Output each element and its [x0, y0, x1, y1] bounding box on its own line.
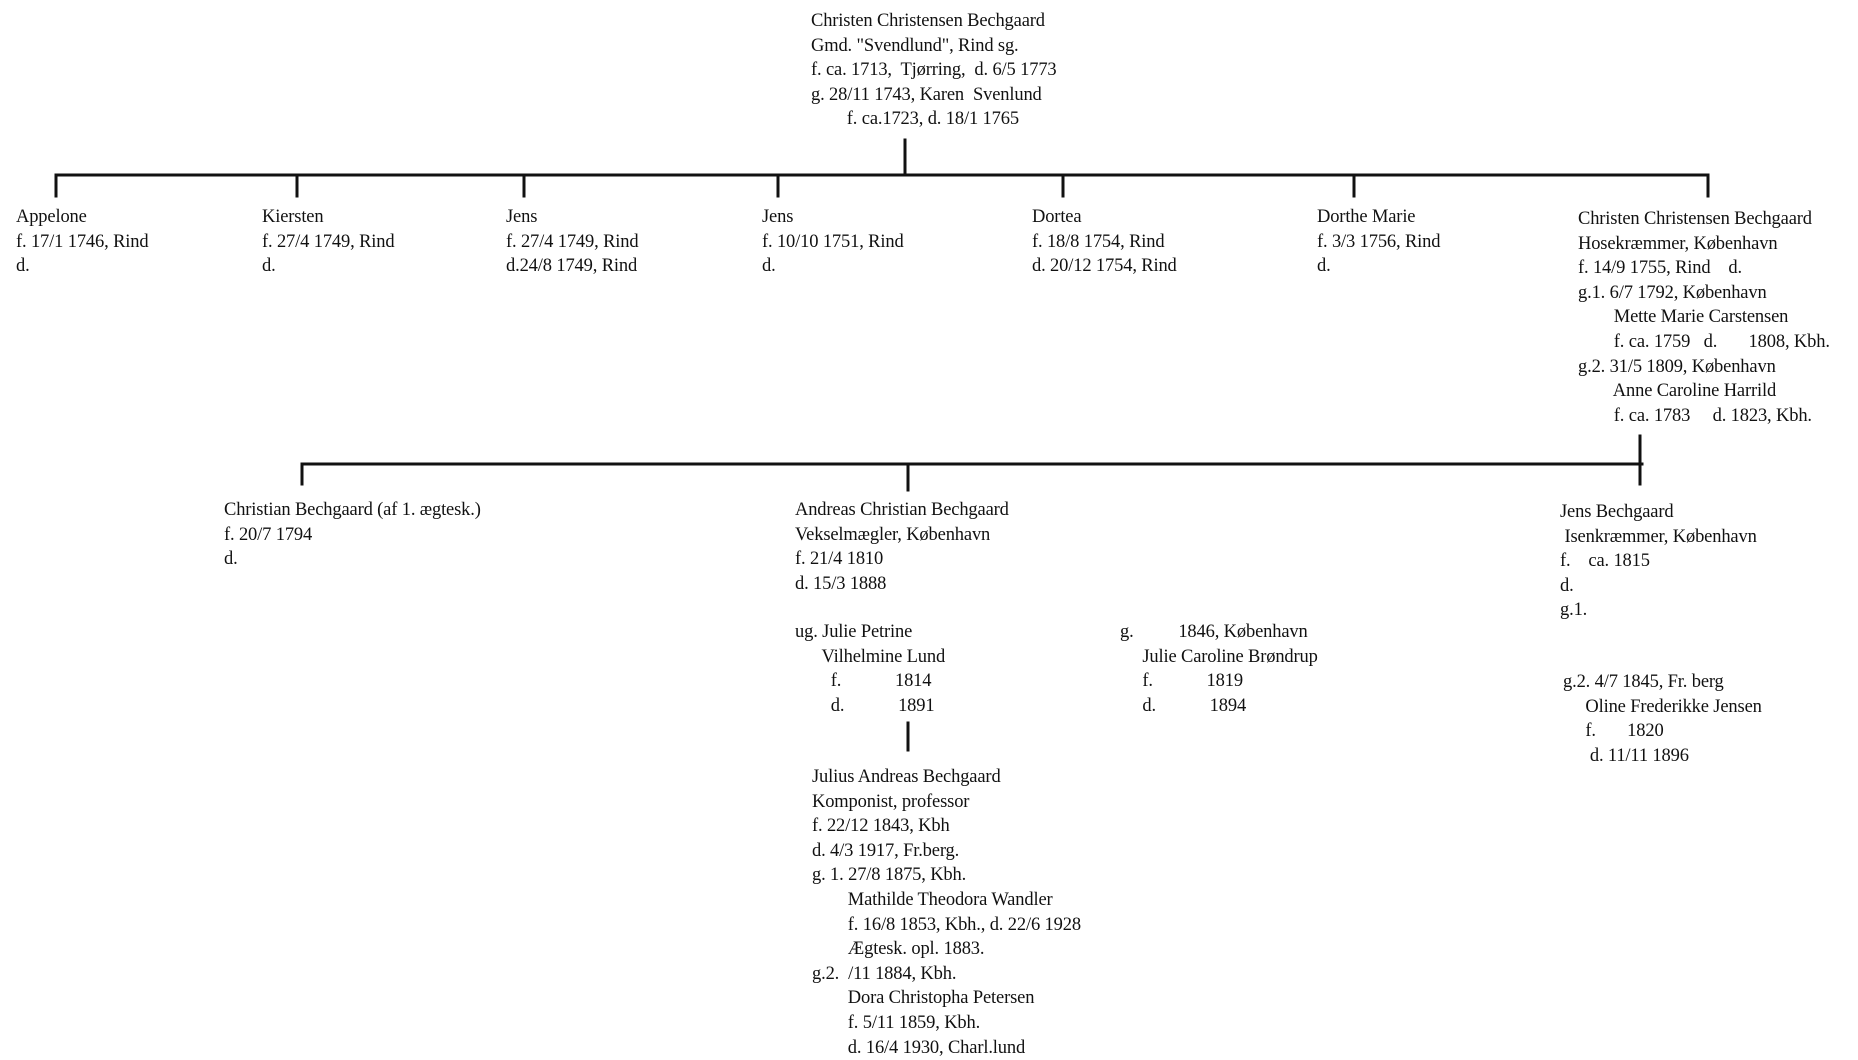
root-person-christen-1713: [811, 9, 1057, 132]
text-line: Ægtesk. opl. 1883.: [812, 939, 985, 960]
text-line: f. 1820: [1563, 721, 1664, 742]
text-line: f. 27/4 1749, Rind: [262, 231, 395, 252]
text-line: Hosekræmmer, København: [1578, 233, 1778, 254]
text-line: Gmd. "Svendlund", Rind sg.: [811, 35, 1019, 56]
text-line: Christen Christensen Bechgaard: [811, 11, 1045, 31]
text-line: g.2. 4/7 1845, Fr. berg: [1563, 672, 1724, 692]
text-line: g.2. /11 1884, Kbh.: [812, 963, 957, 984]
text-line: Jens: [506, 207, 538, 227]
text-line: g. 28/11 1743, Karen Svenlund: [811, 84, 1042, 105]
text-line: d.: [16, 256, 30, 277]
child-dorthe-marie: [1317, 205, 1440, 279]
child-appelone: [16, 205, 148, 279]
text-line: g.1. 6/7 1792, København: [1578, 282, 1767, 303]
text-line: f. 20/7 1794: [224, 524, 313, 545]
text-line: Oline Frederikke Jensen: [1563, 696, 1762, 717]
text-line: f. ca. 1783 d. 1823, Kbh.: [1578, 405, 1812, 426]
andreas-partner-julie-caroline: [1120, 620, 1318, 718]
text-line: Mette Marie Carstensen: [1578, 307, 1789, 328]
text-line: g. 1846, København: [1120, 622, 1308, 642]
text-line: ug. Julie Petrine: [795, 622, 913, 642]
text-line: Dorthe Marie: [1317, 207, 1416, 227]
child-dortea: [1032, 205, 1177, 279]
text-line: d. 15/3 1888: [795, 573, 887, 594]
text-line: f. 14/9 1755, Rind d.: [1578, 258, 1742, 279]
text-line: f. 10/10 1751, Rind: [762, 231, 904, 252]
text-line: d.: [1317, 256, 1331, 277]
text-line: d.: [762, 256, 776, 277]
child-kiersten: [262, 205, 394, 279]
text-line: Kiersten: [262, 207, 324, 227]
text-line: d. 20/12 1754, Rind: [1032, 256, 1177, 277]
text-line: Komponist, professor: [812, 791, 970, 812]
text-line: Jens: [762, 207, 794, 227]
text-line: d.: [1560, 575, 1574, 596]
text-line: g.2. 31/5 1809, København: [1578, 356, 1776, 377]
great-grandchild-julius: [812, 765, 1081, 1060]
text-line: f. ca.1723, d. 18/1 1765: [811, 109, 1019, 130]
text-line: Vilhelmine Lund: [795, 646, 946, 667]
text-line: g. 1. 27/8 1875, Kbh.: [812, 865, 967, 886]
text-line: Dortea: [1032, 207, 1082, 227]
text-line: Dora Christopha Petersen: [812, 988, 1035, 1009]
jens-second-marriage: [1563, 670, 1762, 768]
text-line: Christen Christensen Bechgaard: [1578, 209, 1812, 229]
text-line: Jens Bechgaard: [1560, 502, 1674, 522]
text-line: f. 22/12 1843, Kbh: [812, 816, 950, 837]
text-line: d.: [262, 256, 276, 277]
text-line: d. 1894: [1120, 695, 1247, 716]
grandchild-jens-bechgaard: [1560, 500, 1757, 623]
text-line: Andreas Christian Bechgaard: [795, 500, 1009, 520]
text-line: f. 1819: [1120, 671, 1243, 692]
text-line: f. ca. 1759 d. 1808, Kbh.: [1578, 331, 1830, 352]
text-line: Julie Caroline Brøndrup: [1120, 646, 1318, 667]
text-line: Christian Bechgaard (af 1. ægtesk.): [224, 500, 481, 520]
child-jens-1751: [762, 205, 904, 279]
text-line: Isenkræmmer, København: [1560, 526, 1757, 547]
text-line: Vekselmægler, København: [795, 524, 991, 545]
text-line: f. ca. 1815: [1560, 551, 1650, 572]
text-line: f. 3/3 1756, Rind: [1317, 231, 1441, 252]
grandchild-christian: [224, 498, 481, 572]
text-line: Mathilde Theodora Wandler: [812, 889, 1053, 910]
grandchild-andreas: [795, 498, 1009, 596]
text-line: f. ca. 1713, Tjørring, d. 6/5 1773: [811, 60, 1057, 81]
text-line: f. 1814: [795, 671, 932, 692]
text-line: f. 18/8 1754, Rind: [1032, 231, 1165, 252]
text-line: Appelone: [16, 207, 87, 227]
text-line: g.1.: [1560, 600, 1588, 621]
child-christen-1755: [1578, 207, 1830, 428]
andreas-partner-julie-petrine: [795, 620, 945, 718]
text-line: f. 21/4 1810: [795, 549, 884, 570]
text-line: d. 16/4 1930, Charl.lund: [812, 1037, 1026, 1058]
text-line: f. 27/4 1749, Rind: [506, 231, 639, 252]
text-line: d. 4/3 1917, Fr.berg.: [812, 840, 960, 861]
text-line: f. 17/1 1746, Rind: [16, 231, 149, 252]
text-line: d.: [224, 549, 238, 570]
text-line: d. 1891: [795, 695, 935, 716]
child-jens-1749: [506, 205, 638, 279]
text-line: Anne Caroline Harrild: [1578, 381, 1777, 402]
text-line: f. 16/8 1853, Kbh., d. 22/6 1928: [812, 914, 1081, 935]
text-line: f. 5/11 1859, Kbh.: [812, 1012, 981, 1033]
text-line: d. 11/11 1896: [1563, 745, 1689, 766]
text-line: d.24/8 1749, Rind: [506, 256, 638, 277]
text-line: Julius Andreas Bechgaard: [812, 767, 1001, 787]
